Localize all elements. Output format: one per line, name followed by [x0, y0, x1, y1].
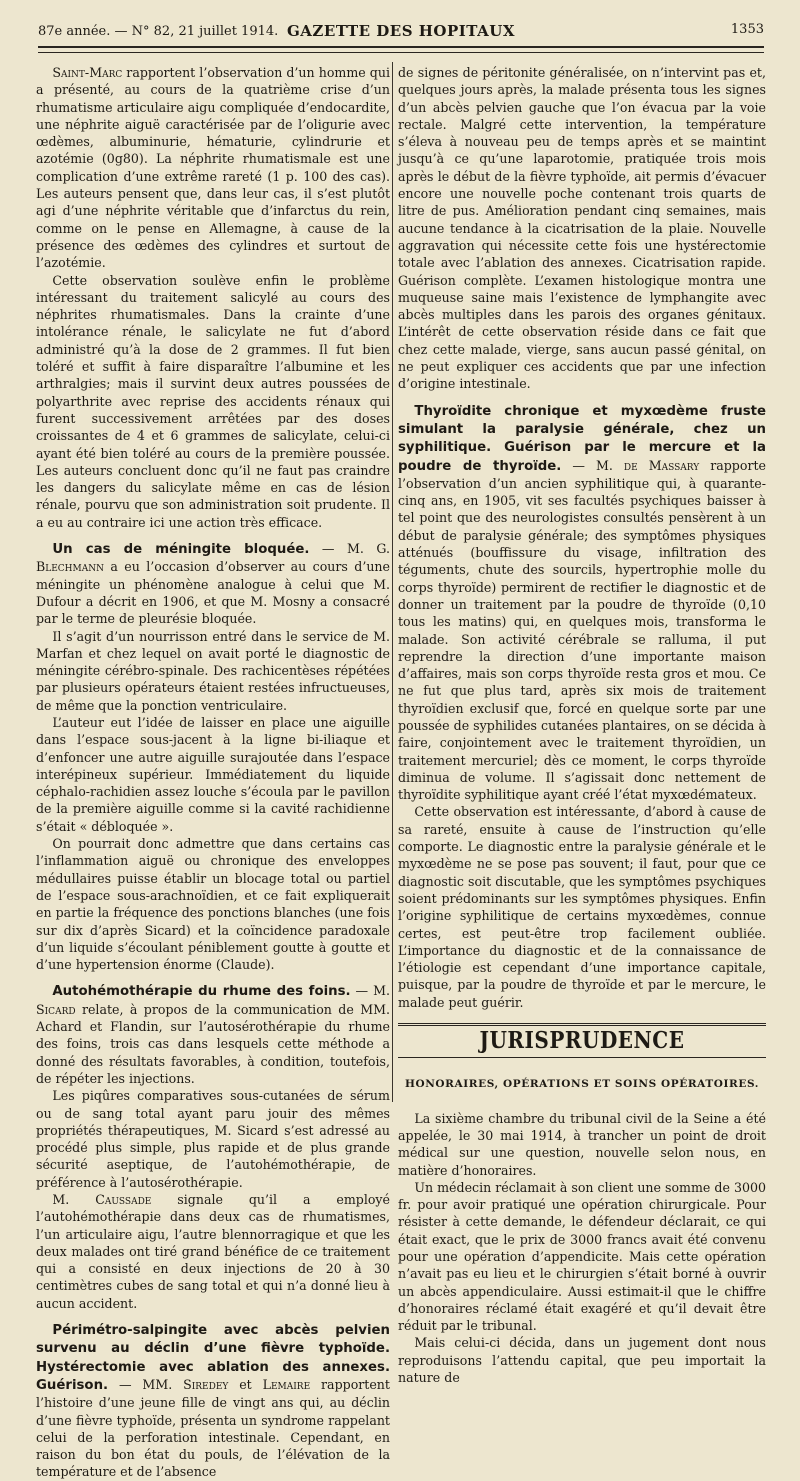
- header-rule-thin: [38, 52, 764, 53]
- section-title: Thyroïdite chronique et myxœdème fruste simulant la paralysie générale, chez un syphilitique. Guérison par le mercure et la poudre de thyroïde.: [398, 403, 766, 474]
- left-column: [36, 64, 390, 1481]
- jurisprudence-subheading: HONORAIRES, OPÉRATIONS ET SOINS OPÉRATOIRES.: [404, 1078, 760, 1091]
- running-header: [38, 22, 764, 42]
- author-name: Siredey: [183, 1376, 229, 1392]
- section-title: Périmétro-salpingite avec abcès pelvien survenu au déclin d’une fièvre typhoïde. Hystérectomie avec ablation des annexes. Guérison.: [36, 1323, 390, 1393]
- paragraph: La sixième chambre du tribunal civil de la Seine a été appelée, le 30 mai 1914, à trancher un point de droit médical sur une question, nouvelle selon nous, en matière d’honoraires.: [398, 1110, 766, 1178]
- section-title: Un cas de méningite bloquée.: [52, 542, 310, 558]
- paragraph: On pourrait donc admettre que dans certains cas l’inflammation aiguë ou chronique des enveloppes médullaires puisse établir un blocage total ou partiel de l’espace sous-arachnoïdien, et ce fait expliquerait en partie la fréquence des ponctions blanches (une fois sur dix d’après Sicard) et la coïncidence paradoxale d’un liquide s’écoulant péniblement goutte à goutte et d’une hypertension énorme (Claude).: [36, 836, 390, 973]
- heading-rule: [398, 1057, 766, 1058]
- author-name: Saint-Marc: [52, 65, 123, 80]
- author-name: de Massary: [623, 457, 700, 473]
- section-title: Autohémothérapie du rhume des foins.: [52, 984, 351, 1000]
- section-thyroidite: Thyroïdite chronique et myxœdème fruste simulant la paralysie générale, chez un syphilitique. Guérison par le mercure et la poudre de thyroïde. — M. de Massary rapporte l’observation d’un ancien syphilitique qui, à quarante-cinq ans, en 1905, vit ses facultés psychiques baisser à tel point que des neurologistes consultés pensèrent à un début de paralysie générale; des symptômes physiques atténués (bouffissure du visage, infiltration des téguments, chute des sourcils, hypertrophie molle du corps thyroïde) permirent de rectifier le diagnostic et de donner un traitement par la poudre de thyroïde (0,10 tous les matins) qui, en quelques mois, transforma le malade. Son activité cérébrale se ralluma, il put reprendre la direction d’une importante maison d’affaires, mais son corps thyroïde resta gros et mou. Ce ne fut que plus tard, après six mois de traitement thyroïdien exclusif que, forcé en quelque sorte par une poussée de syphilides cutanées plantaires, on se décida à faire, conjointement avec le traitement thyroïdien, un traitement mercuriel; dès ce moment, le corps thyroïde diminua de volume. Il s’agissait donc nettement de thyroïdite syphilitique ayant créé l’état myxœdémateux.: [398, 403, 766, 803]
- section-meningite: Un cas de méningite bloquée. — M. G. Blechmann a eu l’occasion d’observer au cours d’une méningite un phénomène analogue à celui que M. Dufour a décrit en 1906, et que M. Mosny a consacré par le terme de pleurésie bloquée.: [36, 541, 390, 627]
- page-number: 1353: [730, 22, 764, 37]
- paragraph: Il s’agit d’un nourrisson entré dans le service de M. Marfan et chez lequel on avait porté le diagnostic de méningite cérébro-spinale. Des rachicentèses répétées par plusieurs opérateurs étaient restées infructueuses, de même que la ponction ventriculaire.: [36, 628, 390, 713]
- right-column: [398, 64, 766, 1386]
- paragraph: Saint-Marc rapportent l’observation d’un homme qui a présenté, au cours de la quatrième crise d’un rhumatisme articulaire aigu compliquée d’endocardite, une néphrite aiguë caractérisée par de l’oligurie avec œdèmes, albuminurie, hématurie, cylindrurie et azotémie (0g80). La néphrite rhumatismale est une complication d’une extrême rareté (1 p. 100 des cas). Les auteurs pensent que, dans leur cas, il s’est plutôt agi d’une néphrite véritable que d’infarctus du rein, comme on le pense en Allemagne, à cause de la présence des œdèmes des cylindres et surtout de l’azotémie.: [36, 65, 390, 271]
- header-rule: [38, 46, 764, 48]
- issue-info: 87e année. — N° 82, 21 juillet 1914.: [38, 24, 279, 39]
- paragraph: Les piqûres comparatives sous-cutanées de sérum ou de sang total ayant paru jouir des mêmes propriétés thérapeutiques, M. Sicard s’est adressé au procédé plus simple, plus rapide et de plus grande sécurité aseptique, de l’autohémothérapie, de préférence à l’autosérothérapie.: [36, 1088, 390, 1190]
- paragraph: Mais celui-ci décida, dans un jugement dont nous reproduisons l’attendu capital, que peu importait la nature de: [398, 1335, 766, 1386]
- author-name: Lemaire: [262, 1376, 311, 1392]
- paragraph: L’auteur eut l’idée de laisser en place une aiguille dans l’espace sous-jacent à la ligne bi-iliaque et d’enfoncer une autre aiguille surajoutée dans l’espace interépineux supérieur. Immédiatement du liquide céphalo-rachidien assez louche s’écoula par le pavillon de la première aiguille comme si la cavité rachidienne s’était « débloquée ».: [36, 714, 390, 834]
- jurisprudence-heading: JURISPRUDENCE: [479, 1026, 685, 1054]
- author-name: Sicard: [36, 1001, 76, 1017]
- paragraph: de signes de péritonite généralisée, on n’intervint pas et, quelques jours après, la malade présenta tous les signes d’un abcès pelvien gauche que l’on évacua par la voie rectale. Malgré cette intervention, la température s’éleva à nouveau peu de temps après et se maintint jusqu’à ce qu’une laparotomie, pratiquée trois mois après le début de la fièvre typhoïde, ait permis d’évacuer encore une nouvelle poche contenant trois quarts de litre de pus. Amélioration pendant cinq semaines, mais aucune tendance à la cicatrisation de la plaie. Nouvelle aggravation qui nécessite cette fois une hystérectomie totale avec l’ablation des annexes. Cicatrisation rapide. Guérison complète. L’examen histologique montra une muqueuse saine mais l’existence de lymphangite avec abcès multiples dans les parois des organes génitaux. L’intérêt de cette observation réside dans ce fait que chez cette malade, vierge, sans aucun passé génital, on ne peut expliquer ces accidents que par une infection d’origine intestinale.: [398, 65, 766, 392]
- paragraph: Cette observation soulève enfin le problème intéressant du traitement salicylé au cours des néphrites rhumatismales. Dans la crainte d’une intolérance rénale, le salicylate ne fut d’abord administré qu’à la dose de 2 grammes. Il fut bien toléré et suffit à faire disparaître l’albumine et les arthralgies; mais il survint deux autres poussées de polyarthrite avec reprise des accidents rénaux qui furent successivement arrêtées par des doses croissantes de 4 et 6 grammes de salicylate, celui-ci ayant été bien toléré au cours de la première poussée. Les auteurs concluent donc qu’il ne faut pas craindre les dangers du salicylate même en cas de lésion rénale, pourvu que son administration soit prudente. Il a eu au contraire ici une action très efficace.: [36, 272, 390, 530]
- paragraph: M. Caussade signale qu’il a employé l’autohémothérapie dans deux cas de rhumatismes, l’un articulaire aigu, l’autre blennorragique et que les deux malades ont tiré grand bénéfice de ce traitement qui a consisté en deux injections de 20 à 30 centimètres cubes de sang total et qui n’a donné lieu à aucun accident.: [36, 1192, 391, 1311]
- journal-title: GAZETTE DES HOPITAUX: [286, 22, 515, 40]
- paragraph: Un médecin réclamait à son client une somme de 3000 fr. pour avoir pratiqué une opération chirurgicale. Pour résister à cette demande, le défendeur déclarait, ce qui était exact, que le prix de 3000 francs avait été convenu pour une opération d’appendicite. Mais cette opération n’avait pas eu lieu et le chirurgien s’était borné à ouvrir un abcès appendiculaire. Aussi estimait-il que le chiffre d’honoraires réclamé était exagéré et qu’il devait être réduit par le tribunal.: [398, 1179, 766, 1334]
- author-name: G. Blechmann: [36, 541, 390, 575]
- author-name: Caussade: [95, 1192, 152, 1207]
- paragraph: Cette observation est intéressante, d’abord à cause de sa rareté, ensuite à cause de l’instruction qu’elle comporte. Le diagnostic entre la paralysie générale et le myxœdème ne se pose pas souvent; il faut, pour que ce diagnostic soit discutable, que les symptômes psychiques soient prédominants sur les symptômes physiques. Enfin l’origine syphilitique de certains myxœdèmes, connue certes, est peut-être trop facilement oubliée. L’importance du diagnostic et de la connaissance de l’étiologie est cependant d’une importance capitale, puisque, par la poudre de thyroïde et par le mercure, le malade peut guérir.: [398, 804, 766, 1010]
- column-divider: [392, 62, 393, 1102]
- section-perimetro-salpingite: Périmétro-salpingite avec abcès pelvien survenu au déclin d’une fièvre typhoïde. Hystérectomie avec ablation des annexes. Guérison. — MM. Siredey et Lemaire rapportent l’histoire d’une jeune fille de vingt ans qui, au déclin d’une fièvre typhoïde, présenta un syndrome rappelant celui de la perforation intestinale. Cependant, en raison du bon état du pouls, de l’élévation de la température et de l’absence: [36, 1323, 390, 1480]
- section-autohemotherapie: Autohémothérapie du rhume des foins. — M. Sicard relate, à propos de la communication de MM. Achard et Flandin, sur l’autosérothérapie du rhume des foins, trois cas dans lesquels cette méthode a donné des résultats favorables, à condition, toutefois, de répéter les injections.: [36, 983, 390, 1086]
